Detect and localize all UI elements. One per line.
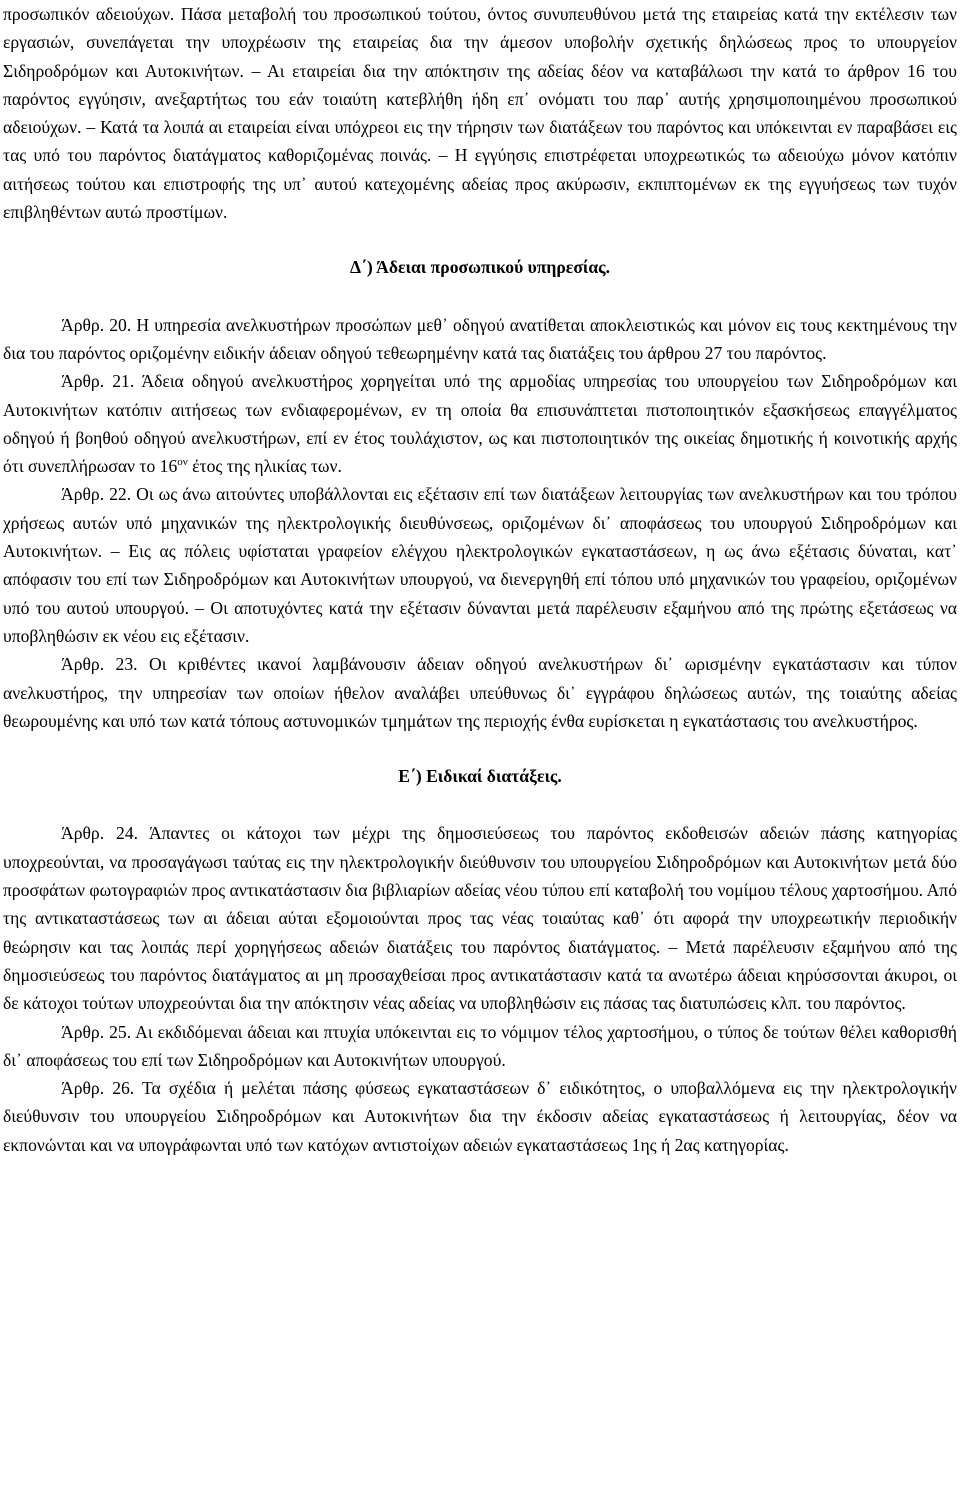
article-21-end: έτος της ηλικίας των.: [187, 456, 342, 477]
article-25: Άρθρ. 25. Αι εκδιδόμεναι άδειαι και πτυχία υπόκεινται εις το νόμιμον τέλος χαρτοσήμου, ο τύπος δε τούτων θέλει καθορισθή δι᾽ αποφάσεως του επί των Σιδηροδρόμων και Αυτοκινήτων υπουργού.: [3, 1021, 957, 1070]
sentence-fragment: προσωπικόν αδειούχων.: [3, 4, 175, 24]
sentence: – Αι εταιρείαι δια την απόκτησιν της αδείας δέον να καταβάλωσι την κατά το άρθρον 16 του παρόντος εγγύησιν, ανεξαρτήτως του εάν τοιαύτη κατεβλήθη ήδη επ᾽ ονόματι του παρ᾽ αυτής χρησιμοποιημένου προσωπικού αδειούχων.: [3, 60, 957, 138]
intro-paragraph: [3, 0, 957, 226]
section-heading-d: Δ΄) Άδειαι προσωπικού υπηρεσίας.: [350, 257, 610, 278]
sentence: – Κατά τα λοιπά αι εταιρείαι είναι υπόχρεοι εις την τήρησιν των διατάξεων του παρόντος και υπόκεινται εν παραβάσει εις τας υπό του παρόντος διατάγματος καθοριζομένας ποινάς.: [3, 117, 957, 166]
article-22: Άρθρ. 22. Οι ως άνω αιτούντες υποβάλλονται εις εξέτασιν επί των διατάξεων λειτουργίας των ανελκυστήρων και του τρόπου χρήσεως αυτών υπό μηχανικών της ηλεκτρολογικής διευθύνσεως, οριζομένων δι᾽ αποφάσεως του υπουργού Σιδηροδρόμων και Αυτοκινήτων. – Εις ας πόλεις υφίσταται γραφείον ελέγχου ηλεκτρολογικών εγκαταστάσεων, η ως άνω εξέτασις δύναται, κατ᾽ απόφασιν του επί των Σιδηροδρόμων και Αυτοκινήτων υπουργού, να διενεργηθή επί τόπου υπό μηχανικών του γραφείου, οριζομένων υπό του αυτού υπουργού. – Οι αποτυχόντες κατά την εξέτασιν δύνανται μετά παρέλευσιν εξαμήνου από της πρώτης εξετάσεως να υποβληθώσιν εκ νέου εις εξέτασιν.: [3, 484, 957, 646]
article-20: Άρθρ. 20. Η υπηρεσία ανελκυστήρων προσώπων μεθ᾽ οδηγού ανατίθεται αποκλειστικώς και μόνον εις τους κεκτημένους την δια του παρόντος οριζομένην ειδικήν άδειαν οδηγού τεθεωρημένην κατά τας διατάξεις του άρθρου 27 του παρόντος.: [3, 314, 957, 363]
ordinal-superscript: ον: [177, 456, 188, 469]
sentence: – Η εγγύησις επιστρέφεται υποχρεωτικώς τω αδειούχω μόνον κατόπιν αιτήσεως τούτου και επιστροφής της υπ᾽ αυτού κατεχομένης αδείας προς ακύρωσιν, εκπιπτομένων εκ της εγγυήσεως των τυχόν επιβληθέντων αυτώ προστίμων.: [3, 145, 957, 223]
article-21-text: Άρθρ. 21. Άδεια οδηγού ανελκυστήρος χορηγείται υπό της αρμοδίας υπηρεσίας του υπουργείου των Σιδηροδρόμων και Αυτοκινήτων κατόπιν αιτήσεως των ενδιαφερομένων, εν τη οποία θα επισυνάπτεται πιστοποιητικόν εξασκήσεως επαγγέλματος οδηγού ή βοηθού οδηγού ανελκυστήρων, επί εν έτος τουλάχιστον, ως και πιστοποιητικόν της οικείας δημοτικής ή κοινοτικής αρχής ότι συνεπλήρωσαν το 16: [3, 371, 957, 477]
article-24: Άρθρ. 24. Άπαντες οι κάτοχοι των μέχρι της δημοσιεύσεως του παρόντος εκδοθεισών αδειών πάσης κατηγορίας υποχρεούνται, να προσαγάγωσι ταύτας εις την ηλεκτρολογικήν διεύθυνσιν του υπουργείου Σιδηροδρόμων και Αυτοκινήτων μετά δύο προσφάτων φωτογραφιών προς αντικατάστασιν δια βιβλιαρίων αδείας νέου τύπου επί καταβολή του νομίμου τέλους χαρτοσήμου. Από της αντικαταστάσεως των αι άδειαι αύται εξομοιούνται προς τας νέας τοιαύτας καθ᾽ ότι αφορά την υποχρεωτικήν περιοδικήν θεώρησιν και τας λοιπάς περί χορηγήσεως αδειών διατάξεις του παρόντος διατάγματος. – Μετά παρέλευσιν εξαμήνου από της δημοσιεύσεως του παρόντος διατάγματος αι μη προσαχθείσαι προς αντικατάστασιν κατά τα ανωτέρω άδειαι κηρύσσονται άκυροι, οι δε κάτοχοι τούτων υποχρεούνται δια την απόκτησιν νέας αδείας να υποβληθώσιν εις πάσας τας διατυπώσεις κλπ. του παρόντος.: [3, 823, 957, 1014]
article-26: Άρθρ. 26. Τα σχέδια ή μελέται πάσης φύσεως εγκαταστάσεων δ᾽ ειδικότητος, ο υποβαλλόμενα εις την ηλεκτρολογικήν διεύθυνσιν του υπουργείου Σιδηροδρόμων και Αυτοκινήτων δια την έκδοσιν αδείας εγκαταστάσεως ή λειτουργίας, δέον να εκπονώνται και να υπογράφωνται υπό των κατόχων αντιστοίχων αδειών εγκαταστάσεως 1ης ή 2ας κατηγορίας.: [3, 1078, 957, 1155]
article-23: Άρθρ. 23. Οι κριθέντες ικανοί λαμβάνουσιν άδειαν οδηγού ανελκυστήρων δι᾽ ωρισμένην εγκατάστασιν και τύπον ανελκυστήρος, την υπηρεσίαν των οποίων ήθελον αναλάβει υπεύθυνως δι᾽ εγγράφου δηλώσεως αυτών, της τοιαύτης αδείας θεωρουμένης και υπό των κατά τόπους αστυνομικών τμημάτων της περιοχής ένθα ευρίσκεται η εγκατάστασις του ανελκυστήρος.: [3, 654, 957, 731]
section-heading-e: Ε΄) Ειδικαί διατάξεις.: [398, 766, 562, 787]
article-21: [3, 367, 957, 480]
sentence: Πάσα μεταβολή του προσωπικού τούτου, όντος συνυπευθύνου μετά της εταιρείας κατά την εκτέλεσιν των εργασιών, συνεπάγεται την υποχρέωσιν της εταιρείας δια την άμεσον υποβολήν σχετικής δηλώσεως προς το υπουργείον Σιδηροδρόμων και Αυτοκινήτων.: [3, 4, 957, 81]
